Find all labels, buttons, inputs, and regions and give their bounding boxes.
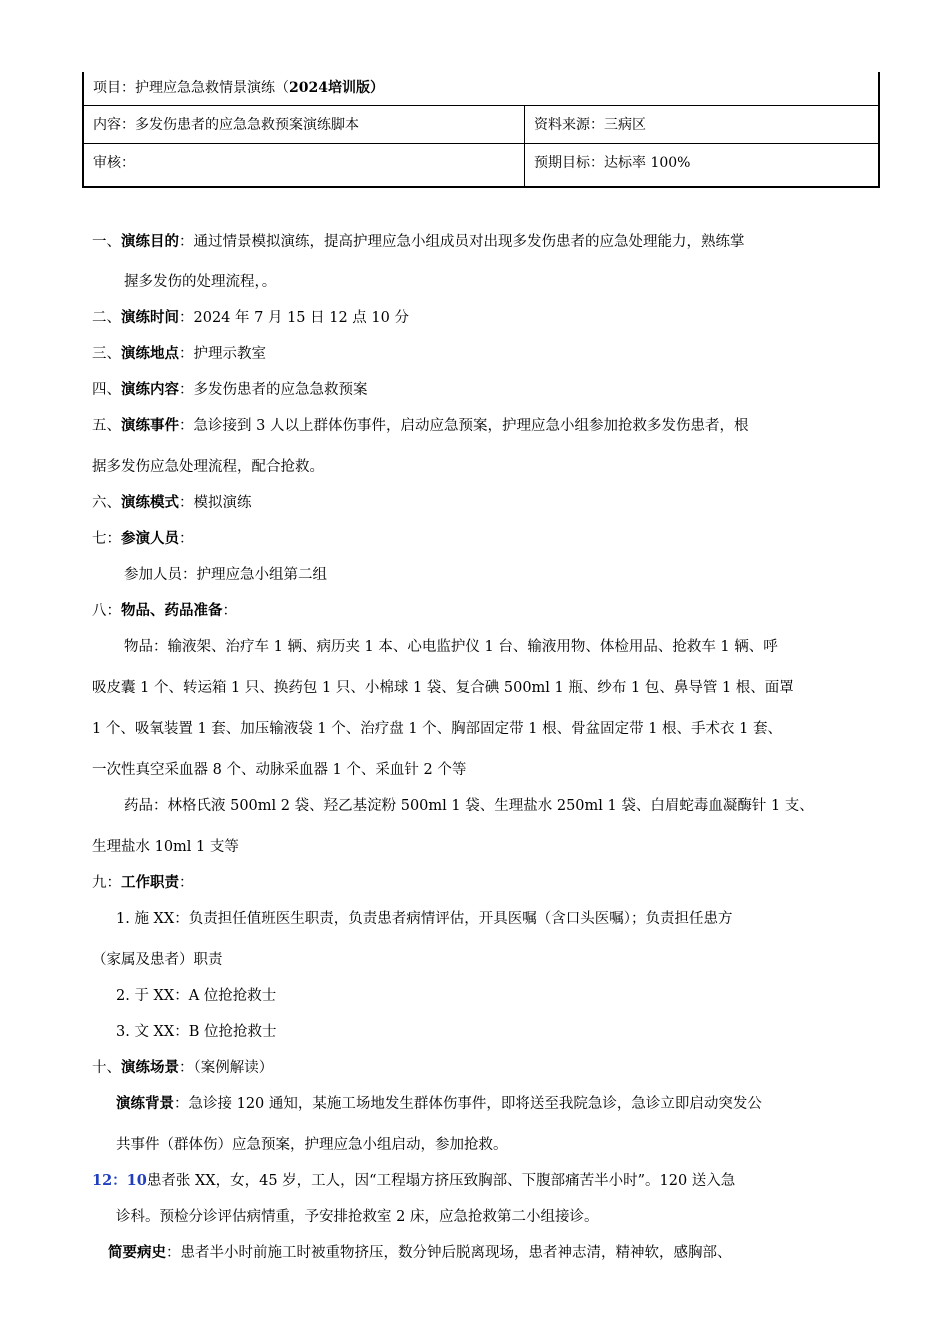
duty-1: 1. 施 XX：负责担任值班医生职责，负责患者病情评估，开具医嘱（含口头医嘱）；负责担任患方 bbox=[116, 911, 733, 927]
drugs-line-2: 生理盐水 10ml 1 支等 bbox=[92, 839, 239, 855]
items-line-4: 一次性真空采血器 8 个、动脉采血器 1 个、采血针 2 个等 bbox=[92, 762, 467, 778]
project-year: 2024 bbox=[289, 80, 328, 96]
section-2-title: 演练时间 bbox=[121, 309, 179, 326]
duty-3: 3. 文 XX：B 位抢抢救士 bbox=[116, 1024, 277, 1040]
section-1-cont: 握多发伤的处理流程，。 bbox=[124, 274, 277, 290]
header-row-review bbox=[84, 144, 878, 186]
history-title: 简要病史 bbox=[108, 1244, 166, 1261]
section-8-label: 八： bbox=[92, 603, 121, 619]
section-1 bbox=[92, 232, 745, 252]
section-9-colon: ： bbox=[179, 875, 194, 891]
section-1-label: 一、 bbox=[92, 234, 121, 250]
section-8-title: 物品、药品准备 bbox=[121, 602, 223, 619]
section-10 bbox=[92, 1058, 273, 1078]
section-9-label: 九： bbox=[92, 875, 121, 891]
section-7-label: 七： bbox=[92, 531, 121, 547]
brief-history bbox=[108, 1243, 732, 1263]
header-table bbox=[82, 72, 880, 188]
drugs-line-1: 药品：林格氏液 500ml 2 袋、羟乙基淀粉 500ml 1 袋、生理盐水 250ml 1 袋、白眉蛇毒血凝酶针 1 支、 bbox=[124, 798, 814, 814]
history-text: ：患者半小时前施工时被重物挤压，数分钟后脱离现场，患者神志清，精神软，感胸部、 bbox=[166, 1245, 732, 1261]
section-5-title: 演练事件 bbox=[121, 417, 179, 434]
review-cell: 审核： bbox=[93, 155, 135, 171]
duty-2: 2. 于 XX：A 位抢抢救士 bbox=[116, 988, 277, 1004]
section-7-title: 参演人员 bbox=[121, 530, 179, 547]
duty-1-cont: （家属及患者）职责 bbox=[92, 952, 223, 968]
section-7-colon: ： bbox=[179, 531, 194, 547]
section-6-label: 六、 bbox=[92, 495, 121, 511]
project-cell bbox=[84, 77, 878, 105]
section-5-label: 五、 bbox=[92, 418, 121, 434]
section-5-text: ：急诊接到 3 人以上群体伤事件，启动应急预案，护理应急小组参加抢救多发伤患者，根 bbox=[179, 418, 749, 434]
time-stamp: 12：10 bbox=[92, 1172, 147, 1189]
section-10-title: 演练场景 bbox=[121, 1059, 179, 1076]
section-7 bbox=[92, 529, 194, 549]
project-suffix: 培训版） bbox=[327, 80, 384, 96]
section-4-label: 四、 bbox=[92, 382, 121, 398]
background-title: 演练背景 bbox=[116, 1095, 174, 1112]
items-line-2: 吸皮囊 1 个、转运箱 1 只、换药包 1 只、小棉球 1 袋、复合碘 500ml 1 瓶、纱布 1 包、鼻导管 1 根、面罩 bbox=[92, 680, 794, 696]
section-5-cont: 据多发伤应急处理流程，配合抢救。 bbox=[92, 459, 324, 475]
project-value: 护理应急急救情景演练（ bbox=[135, 80, 289, 96]
section-1-title: 演练目的 bbox=[121, 233, 179, 250]
section-4-text: ：多发伤患者的应急急救预案 bbox=[179, 382, 368, 398]
case-text: 患者张 XX，女，45 岁，工人，因“工程塌方挤压致胸部、下腹部痛苦半小时”。120 送入急 bbox=[146, 1173, 736, 1189]
section-9-title: 工作职责 bbox=[121, 874, 179, 891]
background-cont: 共事件（群体伤）应急预案，护理应急小组启动，参加抢救。 bbox=[116, 1137, 508, 1153]
items-line-3: 1 个、吸氧装置 1 套、加压输液袋 1 个、治疗盘 1 个、胸部固定带 1 根、骨盆固定带 1 根、手术衣 1 套、 bbox=[92, 721, 782, 737]
content-cell: 内容：多发伤患者的应急急救预案演练脚本 bbox=[93, 117, 359, 133]
section-4 bbox=[92, 380, 368, 400]
header-row-content bbox=[84, 106, 878, 144]
section-8 bbox=[92, 601, 237, 621]
section-2 bbox=[92, 308, 409, 328]
section-4-title: 演练内容 bbox=[121, 381, 179, 398]
source-cell: 资料来源：三病区 bbox=[524, 106, 878, 143]
header-row-project bbox=[84, 72, 878, 106]
section-6-text: ：模拟演练 bbox=[179, 495, 252, 511]
background bbox=[116, 1094, 762, 1114]
case-cont: 诊科。预检分诊评估病情重，予安排抢救室 2 床，应急抢救第二小组接诊。 bbox=[116, 1209, 599, 1225]
items-line-1: 物品：输液架、治疗车 1 辆、病历夹 1 本、心电监护仪 1 台、输液用物、体检用品、抢救车 1 辆、呼 bbox=[124, 639, 778, 655]
section-5 bbox=[92, 416, 748, 436]
section-2-text: ：2024 年 7 月 15 日 12 点 10 分 bbox=[179, 310, 409, 326]
section-9 bbox=[92, 873, 194, 893]
target-cell: 预期目标：达标率 100% bbox=[524, 144, 878, 186]
section-3-label: 三、 bbox=[92, 346, 121, 362]
project-label: 项目： bbox=[93, 80, 135, 96]
section-2-label: 二、 bbox=[92, 310, 121, 326]
section-10-text: ：（案例解读） bbox=[179, 1060, 274, 1076]
case-entry bbox=[92, 1171, 735, 1191]
section-1-text: ：通过情景模拟演练，提高护理应急小组成员对出现多发伤患者的应急处理能力，熟练掌 bbox=[179, 234, 745, 250]
section-3-text: ：护理示教室 bbox=[179, 346, 266, 362]
section-6 bbox=[92, 493, 252, 513]
section-3-title: 演练地点 bbox=[121, 345, 179, 362]
section-7-members: 参加人员：护理应急小组第二组 bbox=[124, 567, 327, 583]
background-text: ：急诊接 120 通知，某施工场地发生群体伤事件，即将送至我院急诊，急诊立即启动突发公 bbox=[174, 1096, 762, 1112]
section-6-title: 演练模式 bbox=[121, 494, 179, 511]
section-3 bbox=[92, 344, 266, 364]
section-8-colon: ： bbox=[222, 603, 237, 619]
section-10-label: 十、 bbox=[92, 1060, 121, 1076]
